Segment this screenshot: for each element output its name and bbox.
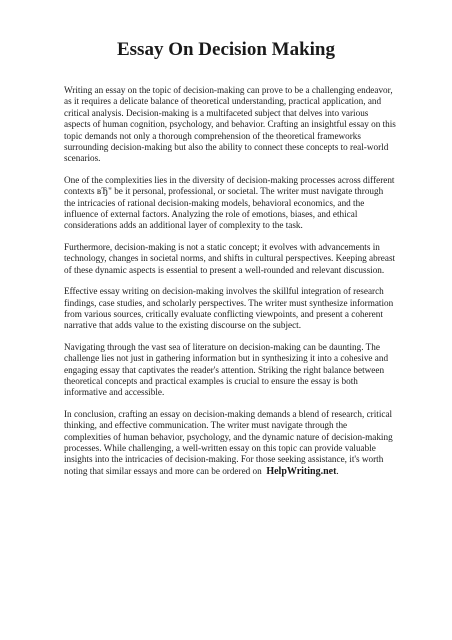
page-title: Essay On Decision Making xyxy=(116,39,335,60)
closing-period: . xyxy=(336,465,339,476)
paragraph-conclusion xyxy=(64,409,396,477)
essay-body xyxy=(64,85,396,487)
paragraph-evolution: Furthermore, decision-making is not a static concept; it evolves with advancements in technology, changes in societal norms, and shifts in cultural perspectives. Keeping abreast of these dynamic aspects is essential to present a well-rounded and relevant discussion. xyxy=(64,241,396,275)
paragraph-effective-writing: Effective essay writing on decision-making involves the skillful integration of research findings, case studies, and scholarly perspectives. The writer must synthesize information from various sources, critically evaluate conflicting viewpoints, and present a coherent narrative that adds value to the existing discourse on the subject. xyxy=(64,286,394,331)
paragraph-complexities: One of the complexities lies in the diversity of decision-making processes across different contexts вЂ" be it personal, professional, or societal. The writer must navigate through the intricacies of rational decision-making models, behavioral economics, and the influence of external factors. Analyzing the role of emotions, biases, and ethical considerations adds an additional layer of complexity to the task. xyxy=(64,174,395,231)
paragraph-intro: Writing an essay on the topic of decision-making can prove to be a challenging endeavor, as it requires a delicate balance of theoretical understanding, practical application, and critical analysis. Decision-making is a multifaceted subject that delves into various aspects of human cognition, psychology, and behavior. Crafting an insightful essay on this topic demands not only a thorough comprehension of the theoretical frameworks surrounding decision-making but also the ability to connect these concepts to real-world scenarios. xyxy=(64,85,396,164)
paragraph-navigating: Navigating through the vast sea of literature on decision-making can be daunting. The challenge lies not just in gathering information but in synthesizing it into a cohesive and engaging essay that captivates the reader's attention. Striking the right balance between theoretical concepts and practical examples is crucial to ensure the essay is both informative and accessible. xyxy=(64,341,389,398)
conclusion-text: In conclusion, crafting an essay on decision-making demands a blend of research, critical thinking, and effective communication. The writer must navigate through the complexities of human behavior, psychology, and the dynamic nature of decision-making processes. While challenging, a well-written essay on this topic can provide valuable insights into the intricacies of decision-making. For those seeking assistance, it's worth noting that similar essays and more can be ordered on xyxy=(64,408,393,476)
helpwriting-link[interactable]: HelpWriting.net xyxy=(266,465,337,477)
